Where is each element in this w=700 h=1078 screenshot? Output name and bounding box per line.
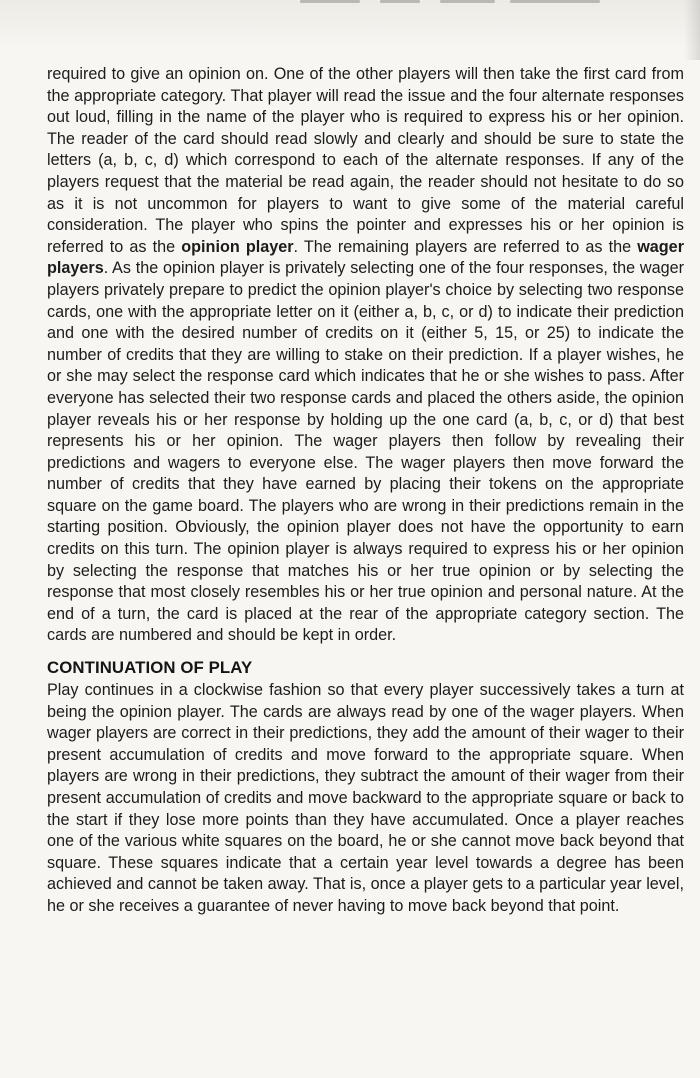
top-edge-shading	[0, 0, 700, 50]
term-opinion-player: opinion player	[181, 237, 294, 256]
bleed-through-mark	[300, 0, 360, 3]
page-body	[47, 64, 684, 918]
continuation-paragraph: Play continues in a clockwise fashion so that every player successively takes a turn at being the opinion player. The cards are always read by one of the wager players. When wager players are correct in their predictions, they add the amount of their wager to their present accumulation of credits and move forward to the appropriate square. When players are wrong in their predictions, they subtract the amount of their wager from their present accumulation of credits and move backward to the appropriate square or back to the start if they lose more points than they have accumulated. Once a player reaches one of the various white squares on the board, he or she cannot move back beyond that square. These squares indicate that a certain year level towards a degree has been achieved and cannot be taken away. That is, once a player gets to a particular year level, he or she receives a guarantee of never having to move back beyond that point.	[47, 681, 684, 915]
bleed-through-mark	[510, 0, 600, 3]
page-edge-shadow	[684, 0, 700, 60]
term-wager-players: wager players	[47, 237, 684, 278]
bleed-through-mark	[380, 0, 420, 3]
paragraph-text: . As the opinion player is privately selecting one of the four responses, the wager players privately prepare to predict the opinion player's choice by selecting two response cards, one with the appropriate letter on it (either a, b, c, or d) to indicate their prediction and one with the desired number of credits on it (either 5, 15, or 25) to indicate the number of credits that they are willing to stake on their prediction. If a player wishes, he or she may select the response card which indicates that he or she wishes to pass. After everyone has selected their two response cards and placed the others aside, the opinion player reveals his or her response by holding up the one card (a, b, c, or d) that best represents his or her opinion. The wager players then follow by revealing their predictions and wagers to everyone else. The wager players then move forward the number of credits that they have earned by placing their tokens on the appropriate square on the game board. The players who are wrong in their predictions remain in the starting position. Obviously, the opinion player does not have the opportunity to earn credits on this turn. The opinion player is always required to express his or her opinion by selecting the response that matches his or her true opinion or by selecting the response that most closely resembles his or her true opinion and personal nature. At the end of a turn, the card is placed at the rear of the appropriate category section. The cards are numbered and should be kept in order.	[47, 259, 684, 645]
paragraph-text: . The remaining players are referred to as the	[293, 237, 638, 256]
paragraph-text: required to give an opinion on. One of the other players will then take the first card from the appropriate category. That player will read the issue and the four alternate responses out loud, filling in the name of the player who is required to express his or her opinion. The reader of the card should read slowly and clearly and should be sure to state the letters (a, b, c, d) which correspond to each of the alternate responses. If any of the players request that the material be read again, the reader should not hesitate to do so as it is not uncommon for players to want to give some of the material careful consideration. The player who spins the pointer and expresses his or her opinion is referred to as the	[47, 65, 684, 256]
bleed-through-mark	[440, 0, 495, 3]
rules-paragraph	[47, 64, 684, 647]
section-heading: CONTINUATION OF PLAY	[47, 658, 253, 678]
